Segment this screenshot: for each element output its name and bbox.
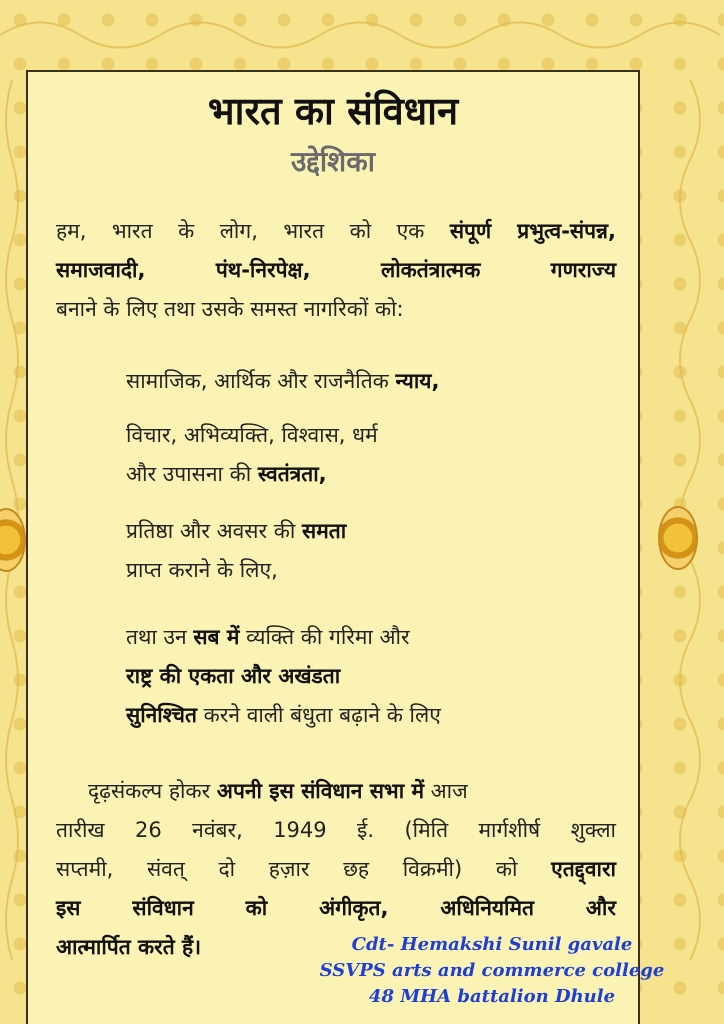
closing-line-5: आत्मार्पित करते हैं।	[56, 935, 202, 959]
fraternity-line-1-text-a: तथा उन	[126, 625, 194, 649]
closing-line-3-bold: एतद्द्वारा	[551, 857, 616, 881]
preamble-panel	[26, 70, 640, 1024]
equality-line-1-bold: समता	[302, 519, 347, 543]
closing-line-1	[56, 772, 616, 811]
closing-line-4: इस संविधान को अंगीकृत, अधिनियमित और	[56, 896, 616, 920]
liberty-line-2-bold: स्वतंत्रता,	[257, 462, 327, 486]
liberty-clause	[126, 416, 606, 494]
closing-line-1-text-a: दृढ़संकल्प होकर	[88, 779, 217, 803]
equality-line-2: प्राप्त कराने के लिए,	[126, 558, 278, 582]
signature-line-2: SSVPS arts and commerce college	[319, 960, 665, 981]
intro-line-1	[56, 212, 616, 251]
fraternity-line-1	[126, 618, 606, 657]
intro-line-3: बनाने के लिए तथा उसके समस्त नागरिकों को:	[56, 297, 404, 321]
intro-line-1-bold: संपूर्ण प्रभुत्व-संपन्न,	[449, 219, 617, 243]
liberty-line-2	[126, 455, 606, 494]
closing-line-1-bold: अपनी इस संविधान सभा में	[216, 779, 424, 803]
fraternity-line-1-text-b: व्यक्ति की गरिमा और	[239, 625, 410, 649]
closing-line-1-text-b: आज	[424, 779, 468, 803]
equality-line-1	[126, 512, 606, 551]
intro-paragraph	[56, 212, 616, 329]
fraternity-clause	[126, 618, 606, 735]
fraternity-line-3-bold: सुनिश्चित	[126, 703, 197, 727]
closing-line-3-text: सप्तमी, संवत् दो हज़ार छह विक्रमी) को	[56, 857, 552, 881]
liberty-line-2-text: और उपासना की	[126, 462, 258, 486]
fraternity-line-3-text: करने वाली बंधुता बढ़ाने के लिए	[196, 703, 441, 727]
fraternity-line-1-bold: सब में	[193, 625, 240, 649]
closing-line-2: तारीख 26 नवंबर, 1949 ई. (मिति मार्गशीर्ष शुक्ला	[56, 818, 616, 842]
justice-bold: न्याय,	[395, 369, 440, 393]
justice-line	[126, 362, 606, 401]
justice-clause	[126, 362, 606, 401]
right-chakra-ornament	[658, 506, 698, 570]
liberty-line-1: विचार, अभिव्यक्ति, विश्वास, धर्म	[126, 423, 378, 447]
intro-line-2: समाजवादी, पंथ-निरपेक्ष, लोकतंत्रात्मक गणराज्य	[56, 258, 616, 282]
document-subtitle: उद्देशिका	[291, 145, 375, 178]
fraternity-line-3	[126, 696, 606, 735]
justice-text: सामाजिक, आर्थिक और राजनैतिक	[126, 369, 396, 393]
signature-line-1: Cdt- Hemakshi Sunil gavale	[351, 934, 633, 955]
handwritten-signature	[272, 932, 712, 1010]
fraternity-line-2: राष्ट्र की एकता और अखंडता	[126, 664, 341, 688]
intro-line-1-text: हम, भारत के लोग, भारत को एक	[56, 219, 450, 243]
closing-line-3	[56, 850, 616, 889]
equality-line-1-text: प्रतिष्ठा और अवसर की	[126, 519, 303, 543]
document-title: भारत का संविधान	[207, 88, 459, 133]
equality-clause	[126, 512, 606, 590]
signature-line-3: 48 MHA battalion Dhule	[368, 986, 616, 1007]
